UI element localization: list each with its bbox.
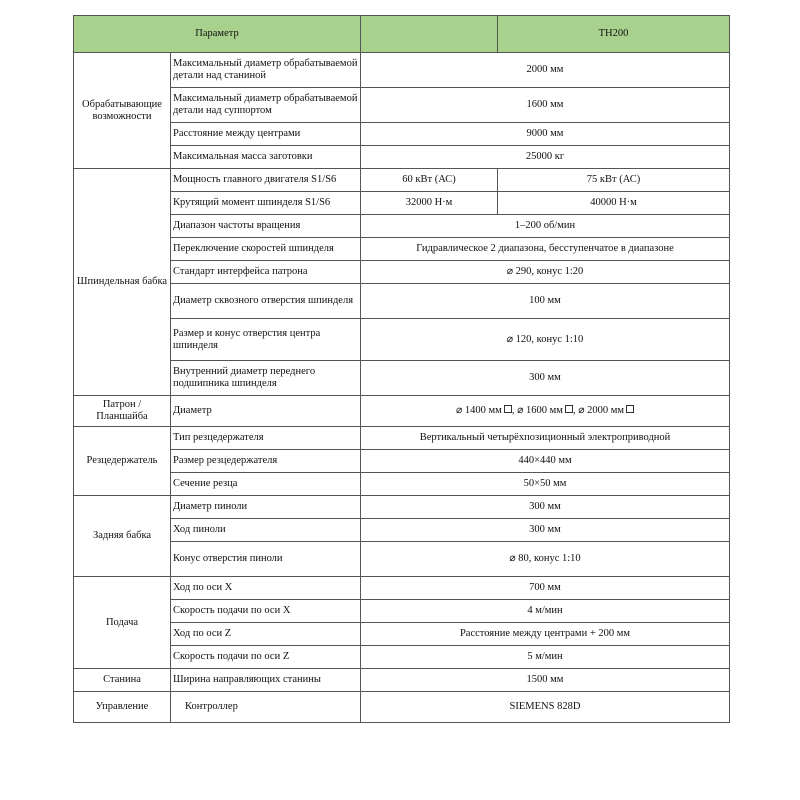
table-row bbox=[74, 496, 730, 519]
table-row bbox=[74, 123, 730, 146]
row-label: Тип резцедержателя bbox=[171, 427, 361, 450]
table-row bbox=[74, 427, 730, 450]
row-value: ⌀ 120, конус 1:10 bbox=[361, 319, 730, 361]
row-value: 25000 кг bbox=[361, 146, 730, 169]
table-row bbox=[74, 623, 730, 646]
checkbox-icon bbox=[565, 405, 573, 413]
table-row bbox=[74, 192, 730, 215]
spec-table bbox=[73, 15, 730, 723]
row-value-1: 32000 Н·м bbox=[361, 192, 498, 215]
row-value: 2000 мм bbox=[361, 53, 730, 88]
row-label: Контроллер bbox=[171, 692, 361, 723]
table-row bbox=[74, 692, 730, 723]
row-value-2: 75 кВт (АС) bbox=[498, 169, 730, 192]
row-label: Максимальный диаметр обрабатываемой детали над станиной bbox=[171, 53, 361, 88]
table-row bbox=[74, 669, 730, 692]
row-value: 700 мм bbox=[361, 577, 730, 600]
header-param: Параметр bbox=[74, 16, 361, 53]
table-row bbox=[74, 88, 730, 123]
row-label: Диаметр сквозного отверстия шпинделя bbox=[171, 284, 361, 319]
row-value: 300 мм bbox=[361, 496, 730, 519]
row-value: 440×440 мм bbox=[361, 450, 730, 473]
row-value-1: 60 кВт (АС) bbox=[361, 169, 498, 192]
table-row bbox=[74, 261, 730, 284]
row-label: Максимальная масса заготовки bbox=[171, 146, 361, 169]
row-value: SIEMENS 828D bbox=[361, 692, 730, 723]
row-value: ⌀ 290, конус 1:20 bbox=[361, 261, 730, 284]
table-row bbox=[74, 53, 730, 88]
row-label: Крутящий момент шпинделя S1/S6 bbox=[171, 192, 361, 215]
group-tailstock: Задняя бабка bbox=[74, 496, 171, 577]
row-value: Вертикальный четырёхпозиционный электроприводной bbox=[361, 427, 730, 450]
group-processing: Обрабатывающие возможности bbox=[74, 53, 171, 169]
row-label: Ход пиноли bbox=[171, 519, 361, 542]
row-label: Скорость подачи по оси X bbox=[171, 600, 361, 623]
row-label: Ход по оси X bbox=[171, 577, 361, 600]
table-row bbox=[74, 169, 730, 192]
table-row bbox=[74, 542, 730, 577]
checkbox-icon bbox=[626, 405, 634, 413]
row-label: Переключение скоростей шпинделя bbox=[171, 238, 361, 261]
group-spindle: Шпиндельная бабка bbox=[74, 169, 171, 396]
table-row bbox=[74, 284, 730, 319]
row-label: Мощность главного двигателя S1/S6 bbox=[171, 169, 361, 192]
row-value: 1500 мм bbox=[361, 669, 730, 692]
row-value: 1–200 об/мин bbox=[361, 215, 730, 238]
row-value: 5 м/мин bbox=[361, 646, 730, 669]
row-value: 4 м/мин bbox=[361, 600, 730, 623]
row-value: Расстояние между центрами + 200 мм bbox=[361, 623, 730, 646]
group-bed: Станина bbox=[74, 669, 171, 692]
table-row bbox=[74, 396, 730, 427]
row-value: Гидравлическое 2 диапазона, бесступенчатое в диапазоне bbox=[361, 238, 730, 261]
table-header-row bbox=[74, 16, 730, 53]
row-value: 100 мм bbox=[361, 284, 730, 319]
row-value: 1600 мм bbox=[361, 88, 730, 123]
group-toolholder: Резцедержатель bbox=[74, 427, 171, 496]
row-label: Размер резцедержателя bbox=[171, 450, 361, 473]
group-feed: Подача bbox=[74, 577, 171, 669]
table-row bbox=[74, 646, 730, 669]
row-value: ⌀ 80, конус 1:10 bbox=[361, 542, 730, 577]
table-row bbox=[74, 215, 730, 238]
table-row bbox=[74, 577, 730, 600]
table-row bbox=[74, 361, 730, 396]
table-row bbox=[74, 450, 730, 473]
group-chuck: Патрон / Планшайба bbox=[74, 396, 171, 427]
group-control: Управление bbox=[74, 692, 171, 723]
table-row bbox=[74, 473, 730, 496]
row-label: Максимальный диаметр обрабатываемой детали над суппортом bbox=[171, 88, 361, 123]
row-value: 9000 мм bbox=[361, 123, 730, 146]
table-row bbox=[74, 238, 730, 261]
row-label: Конус отверстия пиноли bbox=[171, 542, 361, 577]
row-label: Расстояние между центрами bbox=[171, 123, 361, 146]
row-label: Ход по оси Z bbox=[171, 623, 361, 646]
row-value: ⌀ 1400 мм , ⌀ 1600 мм , ⌀ 2000 мм bbox=[361, 396, 730, 427]
row-value-2: 40000 Н·м bbox=[498, 192, 730, 215]
row-label: Диапазон частоты вращения bbox=[171, 215, 361, 238]
table-row bbox=[74, 319, 730, 361]
table-row bbox=[74, 600, 730, 623]
header-empty bbox=[361, 16, 498, 53]
table-row bbox=[74, 146, 730, 169]
chuck-dia-2: ⌀ 1600 мм bbox=[517, 405, 563, 416]
row-label: Сечение резца bbox=[171, 473, 361, 496]
row-label: Диаметр bbox=[171, 396, 361, 427]
chuck-dia-1: ⌀ 1400 мм bbox=[455, 405, 502, 416]
row-value: 50×50 мм bbox=[361, 473, 730, 496]
row-value: 300 мм bbox=[361, 361, 730, 396]
row-label: Диаметр пиноли bbox=[171, 496, 361, 519]
chuck-dia-3: ⌀ 2000 мм bbox=[578, 405, 625, 416]
header-model: TH200 bbox=[498, 16, 730, 53]
row-label: Ширина направляющих станины bbox=[171, 669, 361, 692]
row-label: Внутренний диаметр переднего подшипника шпинделя bbox=[171, 361, 361, 396]
table-row bbox=[74, 519, 730, 542]
row-label: Стандарт интерфейса патрона bbox=[171, 261, 361, 284]
row-label: Скорость подачи по оси Z bbox=[171, 646, 361, 669]
row-value: 300 мм bbox=[361, 519, 730, 542]
row-label: Размер и конус отверстия центра шпинделя bbox=[171, 319, 361, 361]
checkbox-icon bbox=[504, 405, 512, 413]
